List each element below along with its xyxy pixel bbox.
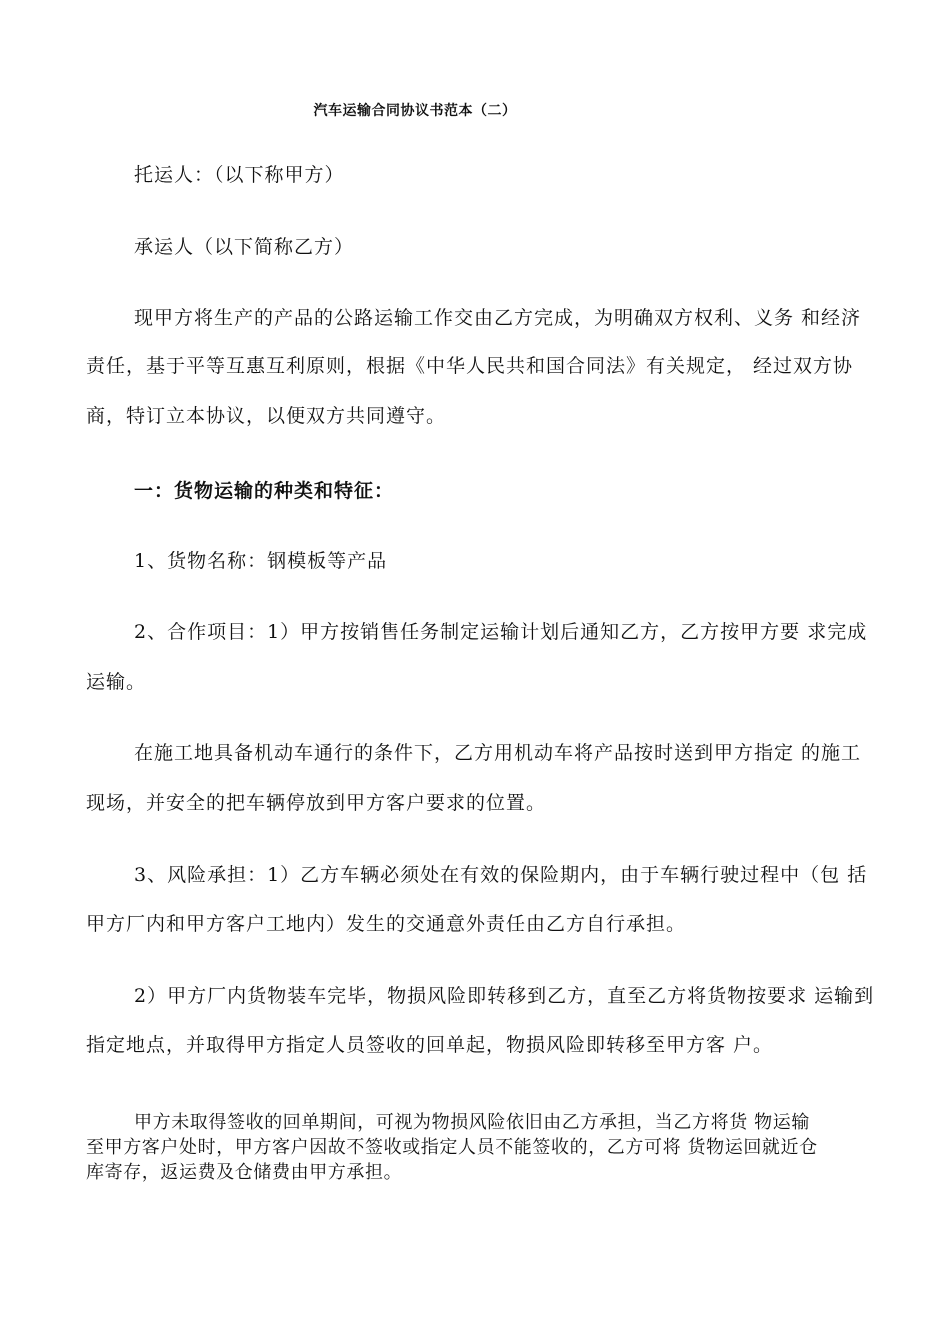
- clause-2-line-1: 2、合作项目：1）甲方按销售任务制定运输计划后通知乙方，乙方按甲方要 求完成: [134, 621, 868, 643]
- clause-2-para-2-line-2: 现场，并安全的把车辆停放到甲方客户要求的位置。: [86, 792, 547, 814]
- clause-3-para-2-line-2: 指定地点，并取得甲方指定人员签收的回单起，物损风险即转移至甲方客 户。: [86, 1034, 774, 1056]
- document-title: 汽车运输合同协议书范本（二）: [313, 103, 517, 119]
- clause-2-line-2: 运输。: [86, 671, 147, 693]
- preamble-line-1: 现甲方将生产的产品的公路运输工作交由乙方完成，为明确双方权利、义务 和经济: [134, 307, 862, 329]
- clause-3-para-2-line-1: 2）甲方厂内货物装车完毕，物损风险即转移到乙方，直至乙方将货物按要求 运输到: [134, 985, 875, 1007]
- clause-3-line-1: 3、风险承担：1）乙方车辆必须处在有效的保险期内，由于车辆行驶过程中（包 括: [134, 864, 868, 886]
- preamble-line-3: 商，特订立本协议，以便双方共同遵守。: [86, 405, 447, 427]
- clause-1-line: 1、货物名称：钢模板等产品: [134, 550, 388, 572]
- preamble-line-2: 责任，基于平等互惠互利原则，根据《中华人民共和国合同法》有关规定， 经过双方协: [86, 355, 854, 377]
- shipper-line: 托运人：（以下称甲方）: [134, 164, 345, 186]
- clause-3-para-3-line-2: 至甲方客户处时，甲方客户因故不签收或指定人员不能签收的，乙方可将 货物运回就近仓: [86, 1137, 818, 1158]
- clause-3-para-3-line-1: 甲方未取得签收的回单期间，可视为物损风险依旧由乙方承担，当乙方将货 物运输: [134, 1112, 810, 1133]
- section-heading-1: 一：货物运输的种类和特征：: [134, 480, 395, 502]
- clause-3-para-3-line-3: 库寄存，返运费及仓储费由甲方承担。: [86, 1162, 403, 1183]
- clause-3-line-2: 甲方厂内和甲方客户工地内）发生的交通意外责任由乙方自行承担。: [86, 913, 687, 935]
- clause-2-para-2-line-1: 在施工地具备机动车通行的条件下，乙方用机动车将产品按时送到甲方指定 的施工: [134, 742, 862, 764]
- carrier-line: 承运人（以下简称乙方）: [134, 236, 355, 258]
